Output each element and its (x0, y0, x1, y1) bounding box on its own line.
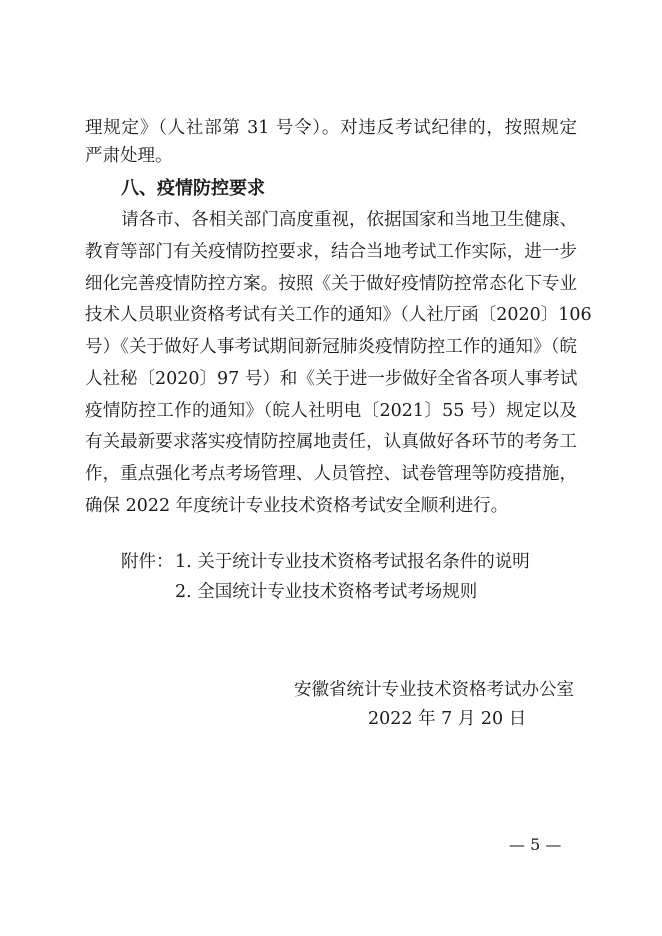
paragraph-line: 人社秘〔2020〕97 号）和《关于进一步做好全省各项人事考试 (85, 369, 578, 389)
paragraph-line: 请各市、各相关部门高度重视，依据国家和当地卫生健康、 (121, 210, 577, 230)
issue-date: 2022 年 7 月 20 日 (368, 709, 527, 729)
attachment-item: 2. 全国统计专业技术资格考试考场规则 (175, 582, 478, 602)
section-heading: 八、疫情防控要求 (121, 178, 265, 199)
paragraph-line: 教育等部门有关疫情防控要求，结合当地考试工作实际，进一步 (85, 242, 577, 262)
paragraph-line: 疫情防控工作的通知》（皖人社明电〔2021〕55 号）规定以及 (85, 401, 577, 421)
attachment-item: 1. 关于统计专业技术资格考试报名条件的说明 (175, 552, 530, 572)
paragraph-line: 有关最新要求落实疫情防控属地责任，认真做好各环节的考务工 (85, 432, 577, 452)
paragraph-line: 细化完善疫情防控方案。按照《关于做好疫情防控常态化下专业 (85, 274, 577, 294)
page-number: — 5 — (509, 835, 562, 854)
paragraph-line: 号）《关于做好人事考试期间新冠肺炎疫情防控工作的通知》（皖 (85, 337, 577, 357)
issuer: 安徽省统计专业技术资格考试办公室 (294, 680, 574, 700)
attachments-label: 附件： (121, 552, 174, 572)
paragraph-line: 确保 2022 年度统计专业技术资格考试安全顺利进行。 (85, 496, 509, 516)
paragraph-line: 理规定》（人社部第 31 号令）。对违反考试纪律的，按照规定 (85, 118, 577, 138)
paragraph-line: 严肃处理。 (85, 146, 173, 166)
paragraph-line: 技术人员职业资格考试有关工作的通知》（人社厅函〔2020〕106 (85, 305, 592, 325)
paragraph-line: 作，重点强化考点考场管理、人员管控、试卷管理等防疫措施， (85, 464, 577, 484)
